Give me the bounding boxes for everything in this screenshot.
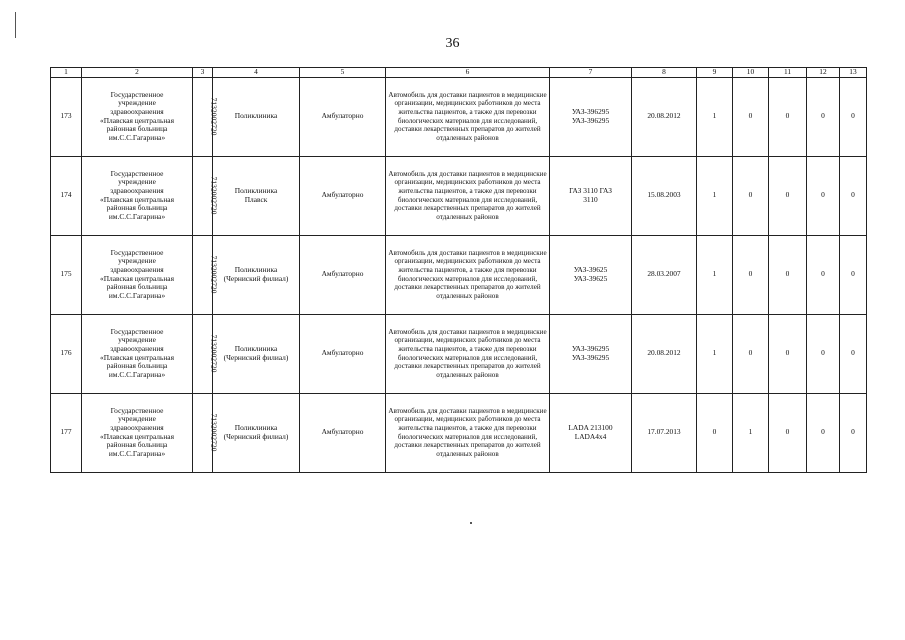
row-number-cell: 174 — [51, 156, 82, 235]
row-number-cell: 176 — [51, 314, 82, 393]
count-cell: 0 — [840, 235, 867, 314]
org-code-cell — [193, 156, 219, 235]
org-code-text: 7132002720 — [209, 334, 219, 373]
date-cell: 20.08.2012 — [632, 314, 697, 393]
org-code-cell — [193, 77, 219, 156]
date-cell: 15.08.2003 — [632, 156, 697, 235]
date-cell: 20.08.2012 — [632, 77, 697, 156]
care-type-cell: Амбулаторно — [300, 314, 386, 393]
count-cell: 0 — [769, 314, 807, 393]
count-cell: 0 — [769, 393, 807, 472]
vehicle-purpose-cell: Автомобиль для доставки пациентов в медицинские организации, медицинских работников до места жительства пациентов, а также для перевозки биологических материалов для исследований, доставки лекарственных препаратов до жителей отдаленных районов — [386, 235, 550, 314]
column-number-cell: 10 — [733, 68, 769, 78]
vehicle-purpose-cell: Автомобиль для доставки пациентов в медицинские организации, медицинских работников до места жительства пациентов, а также для перевозки биологических материалов для исследований, доставки лекарственных препаратов до жителей отдаленных районов — [386, 393, 550, 472]
count-cell: 0 — [733, 235, 769, 314]
count-cell: 0 — [769, 77, 807, 156]
organization-cell: Государственное учреждение здравоохранения «Плавская центральная районная больница им.С.С.Гагарина» — [82, 235, 193, 314]
care-type-cell: Амбулаторно — [300, 77, 386, 156]
count-cell: 0 — [807, 156, 840, 235]
vehicle-model-cell: LADA 213100 LADA4x4 — [550, 393, 632, 472]
count-cell: 0 — [840, 77, 867, 156]
org-code-cell — [193, 235, 219, 314]
row-number-cell: 175 — [51, 235, 82, 314]
table-row — [51, 393, 867, 472]
count-cell: 0 — [769, 156, 807, 235]
count-cell: 1 — [697, 235, 733, 314]
column-number-cell: 4 — [213, 68, 300, 78]
column-number-cell: 8 — [632, 68, 697, 78]
table-header-row — [51, 68, 867, 78]
vehicle-model-cell: УАЗ-396295 УАЗ-396295 — [550, 77, 632, 156]
count-cell: 0 — [840, 393, 867, 472]
count-cell: 0 — [733, 314, 769, 393]
unit-cell: Поликлиника (Черниский филиал) — [213, 314, 300, 393]
care-type-cell: Амбулаторно — [300, 235, 386, 314]
org-code-text: 7132002720 — [209, 97, 219, 136]
table-row — [51, 77, 867, 156]
vehicle-model-cell: УАЗ-396295 УАЗ-396295 — [550, 314, 632, 393]
count-cell: 1 — [697, 314, 733, 393]
table-row — [51, 156, 867, 235]
column-number-cell: 12 — [807, 68, 840, 78]
column-number-cell: 6 — [386, 68, 550, 78]
count-cell: 0 — [733, 156, 769, 235]
count-cell: 0 — [697, 393, 733, 472]
count-cell: 0 — [840, 156, 867, 235]
count-cell: 0 — [769, 235, 807, 314]
table-row — [51, 314, 867, 393]
column-number-cell: 13 — [840, 68, 867, 78]
row-number-cell: 173 — [51, 77, 82, 156]
org-code-text: 7132002720 — [209, 413, 219, 452]
organization-cell: Государственное учреждение здравоохранения «Плавская центральная районная больница им.С.С.Гагарина» — [82, 393, 193, 472]
count-cell: 0 — [807, 77, 840, 156]
page-number: 36 — [445, 36, 460, 51]
org-code-cell — [193, 314, 219, 393]
date-cell: 17.07.2013 — [632, 393, 697, 472]
vehicle-purpose-cell: Автомобиль для доставки пациентов в медицинские организации, медицинских работников до места жительства пациентов, а также для перевозки биологических материалов для исследований, доставки лекарственных препаратов до жителей отдаленных районов — [386, 77, 550, 156]
registry-table — [50, 67, 867, 473]
column-number-cell: 9 — [697, 68, 733, 78]
column-number-cell: 11 — [769, 68, 807, 78]
unit-cell: Поликлиника Плавск — [213, 156, 300, 235]
count-cell: 1 — [697, 156, 733, 235]
vehicle-purpose-cell: Автомобиль для доставки пациентов в медицинские организации, медицинских работников до места жительства пациентов, а также для перевозки биологических материалов для исследований, доставки лекарственных препаратов до жителей отдаленных районов — [386, 156, 550, 235]
scan-mark — [470, 522, 472, 524]
count-cell: 0 — [807, 393, 840, 472]
column-number-cell: 5 — [300, 68, 386, 78]
scan-mark — [15, 12, 16, 38]
org-code-text: 7132002720 — [209, 176, 219, 215]
unit-cell: Поликлиника (Черниский филиал) — [213, 393, 300, 472]
organization-cell: Государственное учреждение здравоохранения «Плавская центральная районная больница им.С.С.Гагарина» — [82, 156, 193, 235]
column-number-cell: 1 — [51, 68, 82, 78]
column-number-cell: 3 — [193, 68, 213, 78]
table-row — [51, 235, 867, 314]
care-type-cell: Амбулаторно — [300, 393, 386, 472]
count-cell: 0 — [807, 235, 840, 314]
org-code-cell — [193, 393, 219, 472]
organization-cell: Государственное учреждение здравоохранения «Плавская центральная районная больница им.С.С.Гагарина» — [82, 314, 193, 393]
care-type-cell: Амбулаторно — [300, 156, 386, 235]
vehicle-model-cell: ГАЗ 3110 ГАЗ 3110 — [550, 156, 632, 235]
vehicle-purpose-cell: Автомобиль для доставки пациентов в медицинские организации, медицинских работников до места жительства пациентов, а также для перевозки биологических материалов для исследований, доставки лекарственных препаратов до жителей отдаленных районов — [386, 314, 550, 393]
count-cell: 0 — [807, 314, 840, 393]
date-cell: 28.03.2007 — [632, 235, 697, 314]
count-cell: 1 — [697, 77, 733, 156]
count-cell: 0 — [733, 77, 769, 156]
count-cell: 1 — [733, 393, 769, 472]
org-code-text: 7132002720 — [209, 255, 219, 294]
count-cell: 0 — [840, 314, 867, 393]
row-number-cell: 177 — [51, 393, 82, 472]
organization-cell: Государственное учреждение здравоохранения «Плавская центральная районная больница им.С.С.Гагарина» — [82, 77, 193, 156]
vehicle-model-cell: УАЗ-39625 УАЗ-39625 — [550, 235, 632, 314]
unit-cell: Поликлиника — [213, 77, 300, 156]
unit-cell: Поликлиника (Черниский филиал) — [213, 235, 300, 314]
column-number-cell: 2 — [82, 68, 193, 78]
column-number-cell: 7 — [550, 68, 632, 78]
